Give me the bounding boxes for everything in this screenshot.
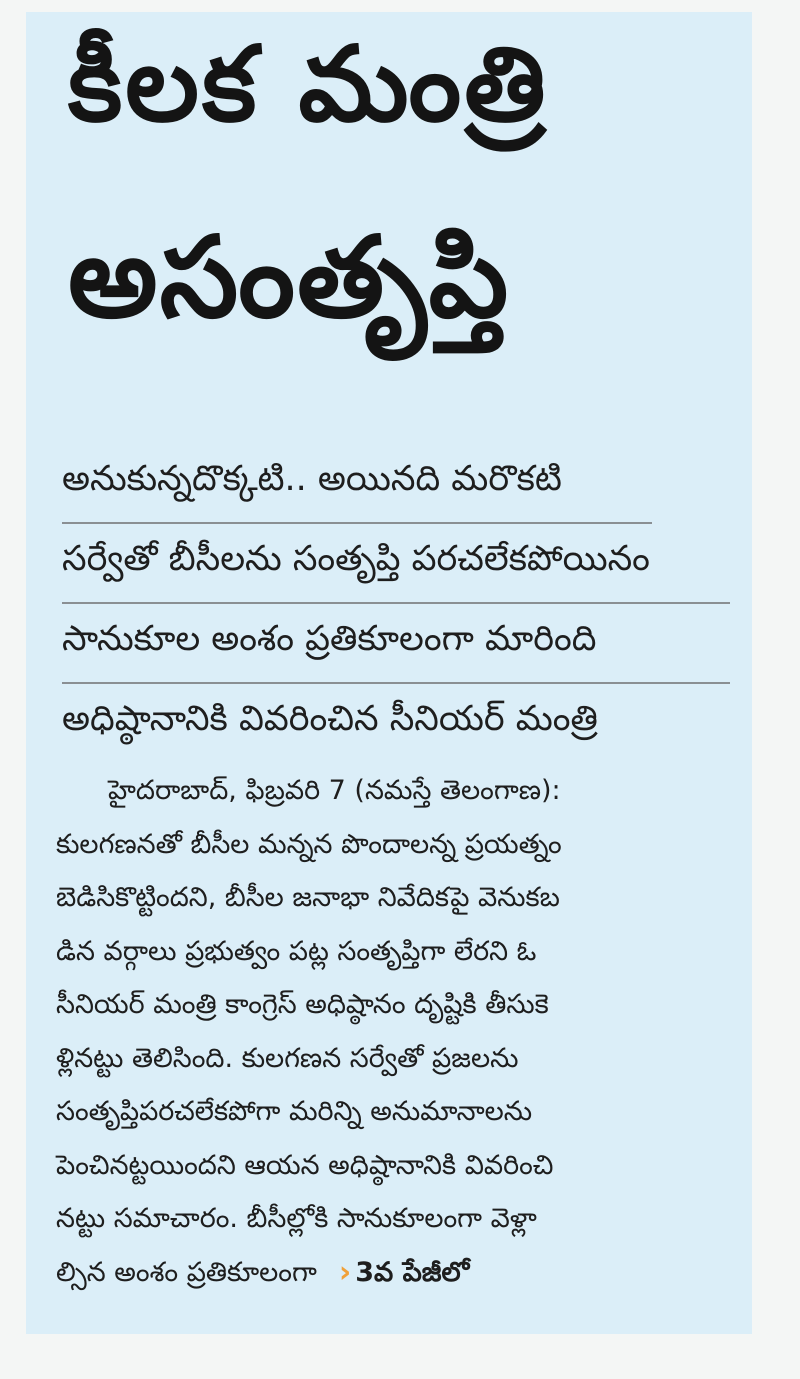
continued-label: 3వ పేజీలో (355, 1256, 470, 1288)
body-line-last (56, 1246, 746, 1300)
headline-line-2: అసంతృప్తి (68, 213, 511, 343)
chevron-right-icon: › (338, 1254, 352, 1290)
body-line: హైదరాబాద్, ఫిబ్రవరి 7 (నమస్తే తెలంగాణ): (108, 775, 561, 806)
body-line: బెడిసికొట్టిందని, బీసీల జనాభా నివేదికపై వెనుకబ (56, 882, 560, 913)
subheading-2: సర్వేతో బీసీలను సంతృప్తి పరచలేకపోయినం (62, 539, 650, 579)
body-line: సీనియర్ మంత్రి కాంగ్రెస్ అధిష్ఠానం దృష్టికి తీసుకె (56, 989, 549, 1020)
article-body (56, 764, 746, 1299)
subheading-1: అనుకున్నదొక్కటి.. అయినది మరొకటి (62, 459, 562, 499)
subheading-3: సానుకూల అంశం ప్రతికూలంగా మారింది (62, 619, 597, 659)
body-line-text: ల్సిన అంశం ప్రతికూలంగా (56, 1256, 317, 1288)
subheading-4: అధిష్ఠానానికి వివరించిన సీనియర్ మంత్రి (62, 699, 598, 739)
body-line: డిన వర్గాలు ప్రభుత్వం పట్ల సంతృప్తిగా లేరని ఓ (56, 935, 537, 967)
headline-line-1: కీలక మంత్రి (68, 23, 549, 145)
body-line: కులగణనతో బీసీల మన్నన పొందాలన్న ప్రయత్నం (56, 828, 562, 860)
body-line: పెంచినట్టయిందని ఆయన అధిష్ఠానానికి వివరించి (56, 1149, 554, 1181)
news-article (26, 12, 752, 1334)
body-line: సంతృప్తిపరచలేకపోగా మరిన్ని అనుమానాలను (56, 1096, 533, 1127)
continued-link[interactable] (339, 1246, 469, 1300)
body-line: ళ్లినట్టు తెలిసింది. కులగణన సర్వేతో ప్రజలను (56, 1042, 519, 1074)
body-line: నట్టు సమాచారం. బీసీల్లోకి సానుకూలంగా వెళ్లా (56, 1203, 537, 1234)
subheadings (56, 444, 736, 762)
